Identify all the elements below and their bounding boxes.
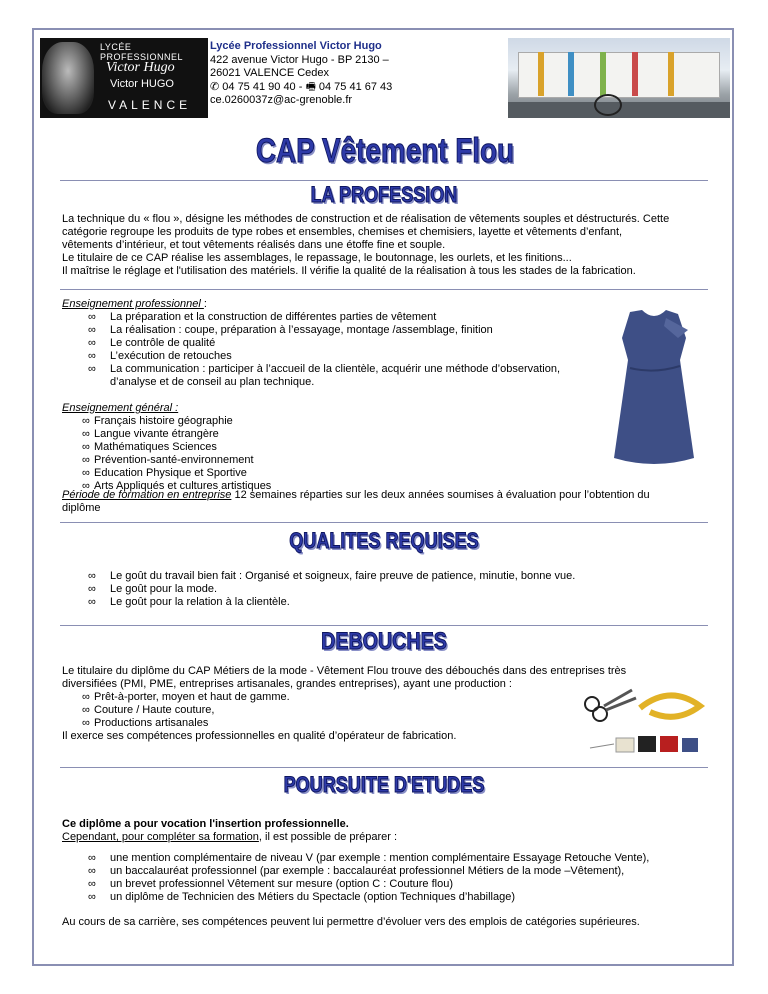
heading-qualites: QUALITES REQUISES — [289, 528, 479, 553]
enseignement-gen: Enseignement général : ∞ Français histoire géographie ∞ Langue vivante étrangère ∞ Mathématiques Sciences ∞ Prévention-santé-environnement ∞ Education Physique et Sportive ∞ Arts Appliqués et cultures artistiques — [62, 402, 622, 493]
list-item: ∞ La réalisation : coupe, préparation à l’essayage, montage /assemblage, finition — [88, 324, 493, 336]
list-item: ∞ Le contrôle de qualité — [88, 337, 216, 349]
list-item: ∞ La préparation et la construction de différentes parties de vêtement — [88, 311, 437, 323]
list-item: ∞ un baccalauréat professionnel (par exemple : baccalauréat professionnel Métiers de la mode –Vêtement), — [88, 865, 625, 877]
list-item: ∞ un brevet professionnel Vêtement sur mesure (option C : Couture flou) — [88, 878, 454, 890]
logo-line1: LYCÉE PROFESSIONNEL — [100, 42, 184, 62]
list-item: ∞ Couture / Haute couture, — [82, 704, 215, 716]
list-item: ∞ un diplôme de Technicien des Métiers du Spectacle (option Techniques d’habillage) — [88, 891, 516, 903]
list-item: ∞ Productions artisanales — [82, 717, 209, 729]
heading-debouches: DEBOUCHES — [321, 628, 447, 655]
list-item: ∞ L’exécution de retouches — [88, 350, 232, 362]
logo-signature: Victor Hugo — [106, 60, 175, 75]
school-logo — [40, 38, 208, 118]
list-item: ∞ Education Physique et Sportive — [82, 467, 247, 479]
profession-text: La technique du « flou », désigne les méthodes de construction et de réalisation de vêtements souples et déstructurés. Cette catégorie regroupe les produits de type robes et ensembles, chemises et chemisiers, layette et vêtements d’enfant, vêtements d’intérieur, et tout vêtements réalisés dans une étoffe fine et souple. Le titulaire de ce CAP réalise les assemblages, le repassage, le boutonnage, les ourlets, et les finitions... Il maîtrise le réglage et l'utilisation des matériels. Il vérifie la qualité de la réalisation à tous les stades de la fabrication. — [62, 213, 670, 277]
heading-poursuite: POURSUITE D'ETUDES — [283, 772, 485, 797]
heading-profession: LA PROFESSION — [310, 182, 458, 207]
list-item: ∞ Le goût pour la mode. — [88, 583, 218, 595]
list-item-continuation: d’analyse et de conseil au plan technique. — [110, 376, 315, 388]
periode-formation: Période de formation en entreprise 12 semaines réparties sur les deux années soumises à évaluation pour l’obtention du diplôme — [62, 489, 650, 514]
logo-line4: VALENCE — [108, 98, 192, 112]
logo-line3: Victor HUGO — [110, 78, 174, 90]
divider — [60, 289, 708, 290]
school-name: Lycée Professionnel Victor Hugo — [210, 40, 382, 52]
email-line[interactable]: ce.0260037z@ac-grenoble.fr — [210, 94, 353, 106]
address-line: 422 avenue Victor Hugo - BP 2130 – — [210, 53, 389, 66]
list-item: ∞ Le goût du travail bien fait : Organisé et soigneux, faire preuve de patience, minutie, bonne vue. — [88, 570, 576, 582]
list-item: ∞ La communication : participer à l’accueil de la clientèle, acquérir une méthode d’observation, — [88, 363, 561, 375]
qualites-list — [62, 570, 708, 609]
sewing-tools-image — [580, 688, 708, 762]
divider — [60, 180, 708, 181]
list-item: ∞ Prêt-à-porter, moyen et haut de gamme. — [82, 691, 290, 703]
page-title: CAP Vêtement Flou — [255, 132, 515, 170]
city-line: 26021 VALENCE Cedex — [210, 67, 330, 79]
enseignement-pro: Enseignement professionnel : ∞ La préparation et la construction de différentes parties de vêtement ∞ La réalisation : coupe, préparation à l’essayage, montage /assemblage, finition ∞ Le contrôle de qualité ∞ L’exécution de retouches ∞ La communication : participer à l’accueil de la clientèle, acquérir une méthode d’observation, d’analyse et de conseil au plan technique. — [62, 298, 622, 389]
victor-hugo-portrait — [42, 42, 94, 114]
divider — [60, 767, 708, 768]
divider — [60, 625, 708, 626]
list-item: ∞ une mention complémentaire de niveau V (par exemple : mention complémentaire Essayage Retouche Vente), — [88, 852, 650, 864]
bicycle-icon — [594, 94, 622, 116]
debouches-text: Le titulaire du diplôme du CAP Métiers de la mode - Vêtement Flou trouve des débouchés dans des entreprises très diversifiées (PMI, PME, entreprises artisanales, grandes entreprises), ayant une production : ∞ Prêt-à-porter, moyen et haut de gamme. ∞ Couture / Haute couture, ∞ Productions artisanales Il exerce ses compétences professionnelles en qualité d’opérateur de fabrication. — [62, 665, 708, 743]
school-building-photo — [508, 38, 730, 118]
divider — [60, 522, 708, 523]
list-item: ∞ Arts Appliqués et cultures artistiques — [82, 480, 272, 492]
list-item: ∞ Mathématiques Sciences — [82, 441, 217, 453]
phone-line: ✆ 04 75 41 90 40 - 🖷 04 75 41 67 43 — [210, 80, 393, 93]
list-item: ∞ Le goût pour la relation à la clientèle. — [88, 596, 290, 608]
list-item: ∞ Français histoire géographie — [82, 415, 233, 427]
list-item: ∞ Prévention-santé-environnement — [82, 454, 254, 466]
contact-block — [210, 40, 392, 108]
list-item: ∞ Langue vivante étrangère — [82, 428, 219, 440]
poursuite-text: Ce diplôme a pour vocation l'insertion professionnelle. Cependant, pour compléter sa formation, il est possible de préparer : ∞ une mention complémentaire de niveau V (par exemple : mention complémentaire Essayage Retouche Vente), ∞ un baccalauréat professionnel (par exemple : baccalauréat professionnel Métiers de la mode –Vêtement), ∞ un brevet professionnel Vêtement sur mesure (option C : Couture flou) ∞ un diplôme de Technicien des Métiers du Spectacle (option Techniques d’habillage) Au cours de sa carrière, ses compétences peuvent lui permettre d’évoluer vers des emplois de catégories supérieures. — [62, 818, 712, 929]
